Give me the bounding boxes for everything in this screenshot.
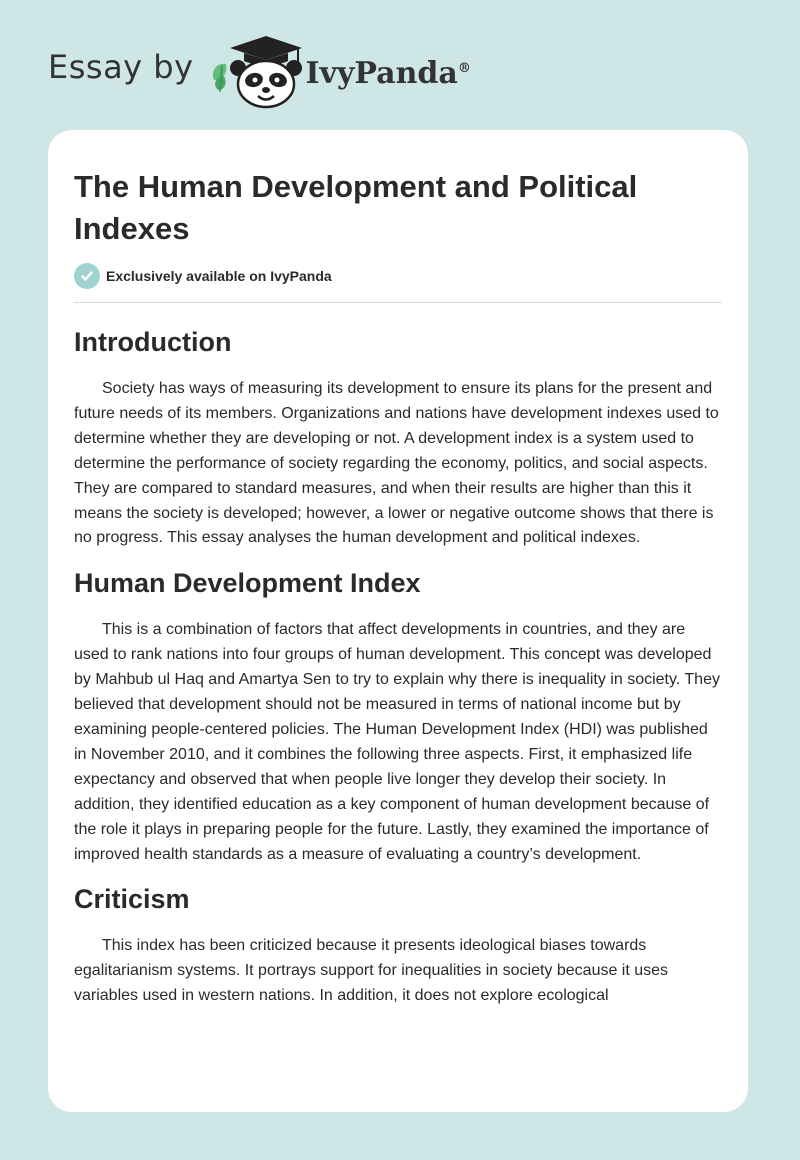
section-paragraph: This is a combination of factors that affect developments in countries, and they are used to rank nations into four groups of human development. This concept was developed by Mahbub ul Haq and Amartya Sen to try to explain why there is inequality in society. They believed that development should not be measured in terms of national income but by examining people-centered policies. The Human Development Index (HDI) was published in November 2010, and it combines the following three aspects. First, it emphasized life expectancy and observed that when people live longer they develop their society. In addition, they identified education as a key component of human development because of the role it plays in preparing people for the future. Lastly, they examined the importance of improved health standards as a measure of evaluating a country’s development. xyxy=(74,621,720,863)
section-paragraph: Society has ways of measuring its development to ensure its plans for the present and future needs of its members. Organizations and nations have development indexes used to determine whether they are developing or not. A development index is a system used to determine the performance of society regarding the economy, politics, and social aspects. They are compared to standard measures, and when their results are higher than this it means the society is developed; however, a lower or negative outcome shows that there is no progress. This essay analyses the human development and political indexes. xyxy=(74,380,719,547)
section-heading: Criticism xyxy=(74,884,190,915)
section-heading: Introduction xyxy=(74,327,232,357)
section-introduction xyxy=(74,322,724,551)
essay-body xyxy=(74,322,724,1021)
check-circle-icon xyxy=(74,263,100,289)
exclusive-badge xyxy=(74,263,332,289)
section-heading: Human Development Index xyxy=(74,568,421,599)
panda-logo-icon[interactable] xyxy=(208,30,304,110)
essay-card xyxy=(48,130,748,1112)
divider xyxy=(74,302,722,303)
section-paragraph: This index has been criticized because it presents ideological biases towards egalitarianism systems. It portrays support for inequalities in society because it uses variables used in western nations. In addition, it does not explore ecological xyxy=(74,937,669,1005)
section-criticism xyxy=(74,879,724,1009)
site-header xyxy=(48,30,471,110)
registered-mark: ® xyxy=(457,60,471,76)
badge-text: Exclusively available on IvyPanda xyxy=(106,268,332,284)
essay-title: The Human Development and Political Indexes xyxy=(74,169,638,246)
brand-prefix: Essay by xyxy=(48,48,194,86)
brand-name[interactable]: IvyPanda® xyxy=(305,55,471,91)
section-human-development-index xyxy=(74,563,724,867)
